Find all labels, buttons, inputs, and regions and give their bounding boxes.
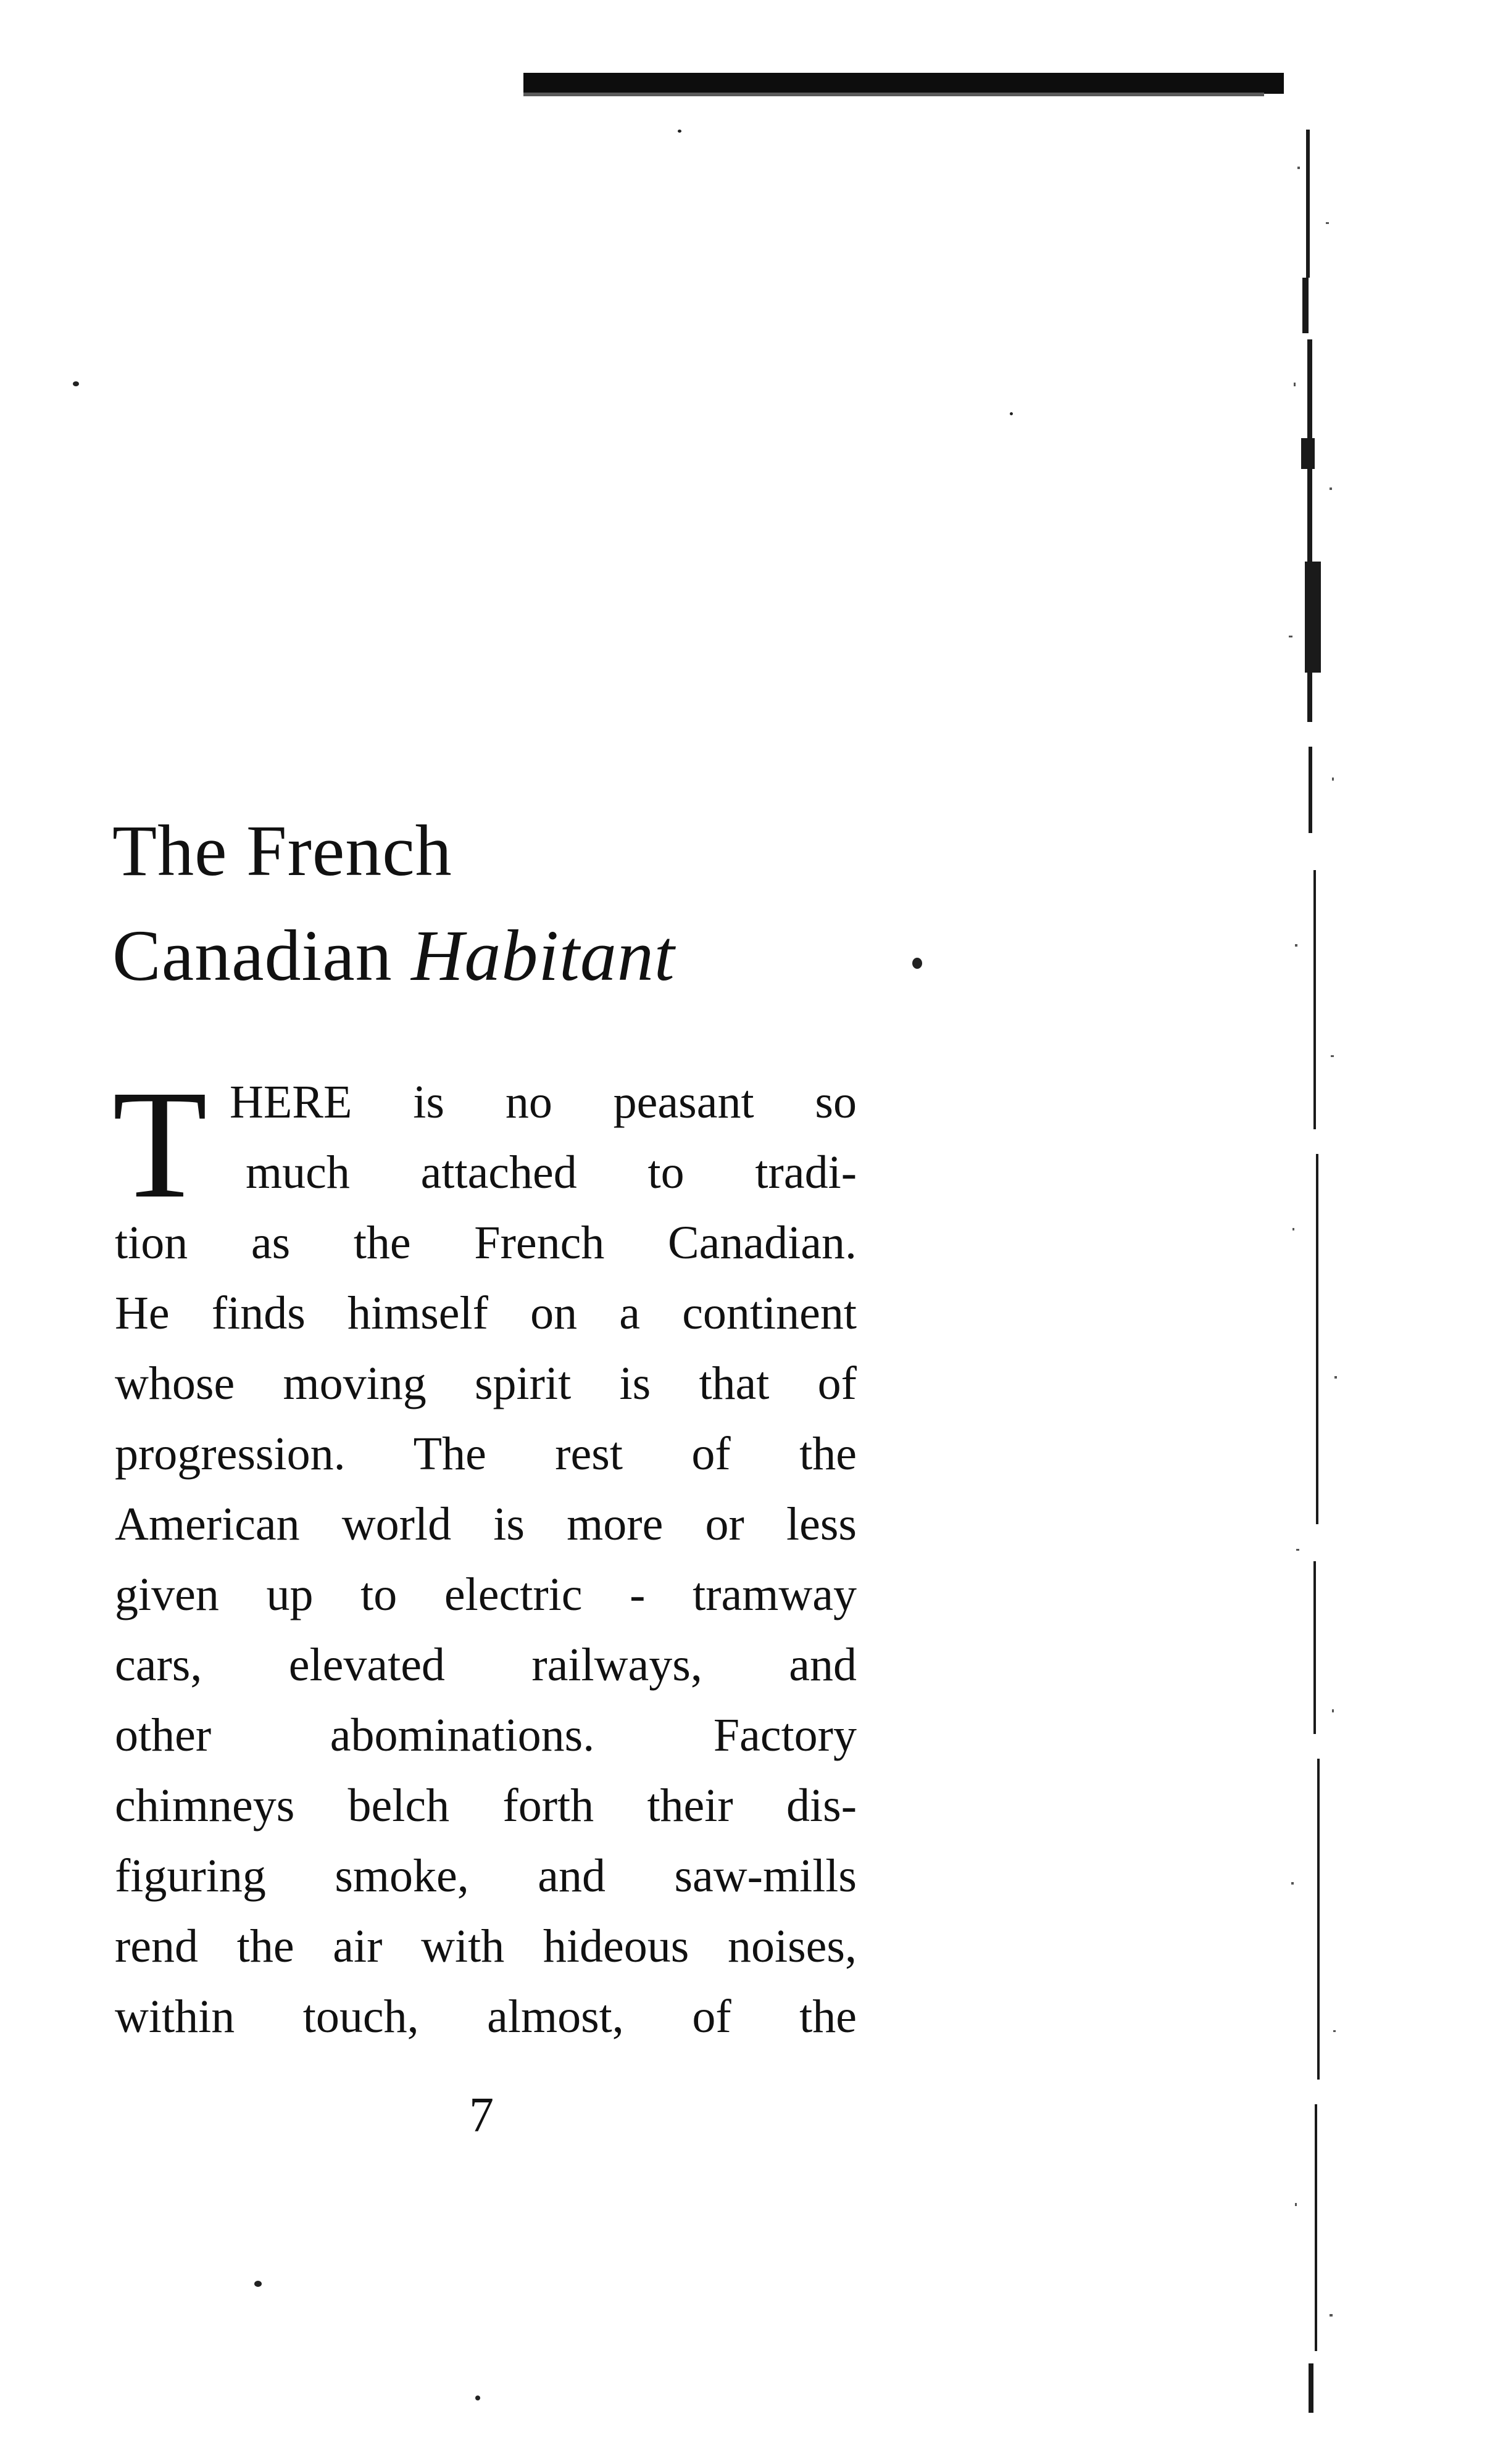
scan-speck xyxy=(678,130,681,133)
scanned-page-edge xyxy=(1270,93,1363,2425)
body-line: figuring smoke, and saw-mills xyxy=(115,1850,857,1902)
chapter-title-line-2 xyxy=(112,915,675,996)
page-number: 7 xyxy=(469,2088,494,2143)
scan-speck xyxy=(73,381,79,386)
body-line: other abominations. Factory xyxy=(115,1709,857,1761)
chapter-title-line-1: The French xyxy=(112,810,452,891)
scan-speck xyxy=(475,2396,480,2400)
body-line: American world is more or less xyxy=(115,1498,857,1550)
body-line: rend the air with hideous noises, xyxy=(115,1920,857,1972)
top-rule-shadow xyxy=(523,93,1264,96)
body-line: He finds himself on a continent xyxy=(115,1287,857,1339)
body-line: given up to electric - tramway xyxy=(115,1569,857,1620)
chapter-title-italic: Habitant xyxy=(411,915,675,996)
body-line: HERE is no peasant so xyxy=(230,1076,857,1128)
scan-speck xyxy=(1010,412,1013,415)
body-line: within touch, almost, of the xyxy=(115,1991,857,2043)
chapter-title-roman: Canadian xyxy=(112,915,412,996)
body-line: tion as the French Canadian. xyxy=(115,1217,857,1269)
body-line: progression. The rest of the xyxy=(115,1428,857,1480)
body-line: much attached to tradi- xyxy=(246,1147,857,1198)
body-line: whose moving spirit is that of xyxy=(115,1358,857,1409)
body-line: chimneys belch forth their dis- xyxy=(115,1780,857,1831)
top-rule xyxy=(523,73,1284,94)
body-line: cars, elevated railways, and xyxy=(115,1639,857,1691)
scan-speck xyxy=(912,958,922,969)
drop-cap: T xyxy=(112,1058,207,1230)
scan-speck xyxy=(254,2281,262,2287)
